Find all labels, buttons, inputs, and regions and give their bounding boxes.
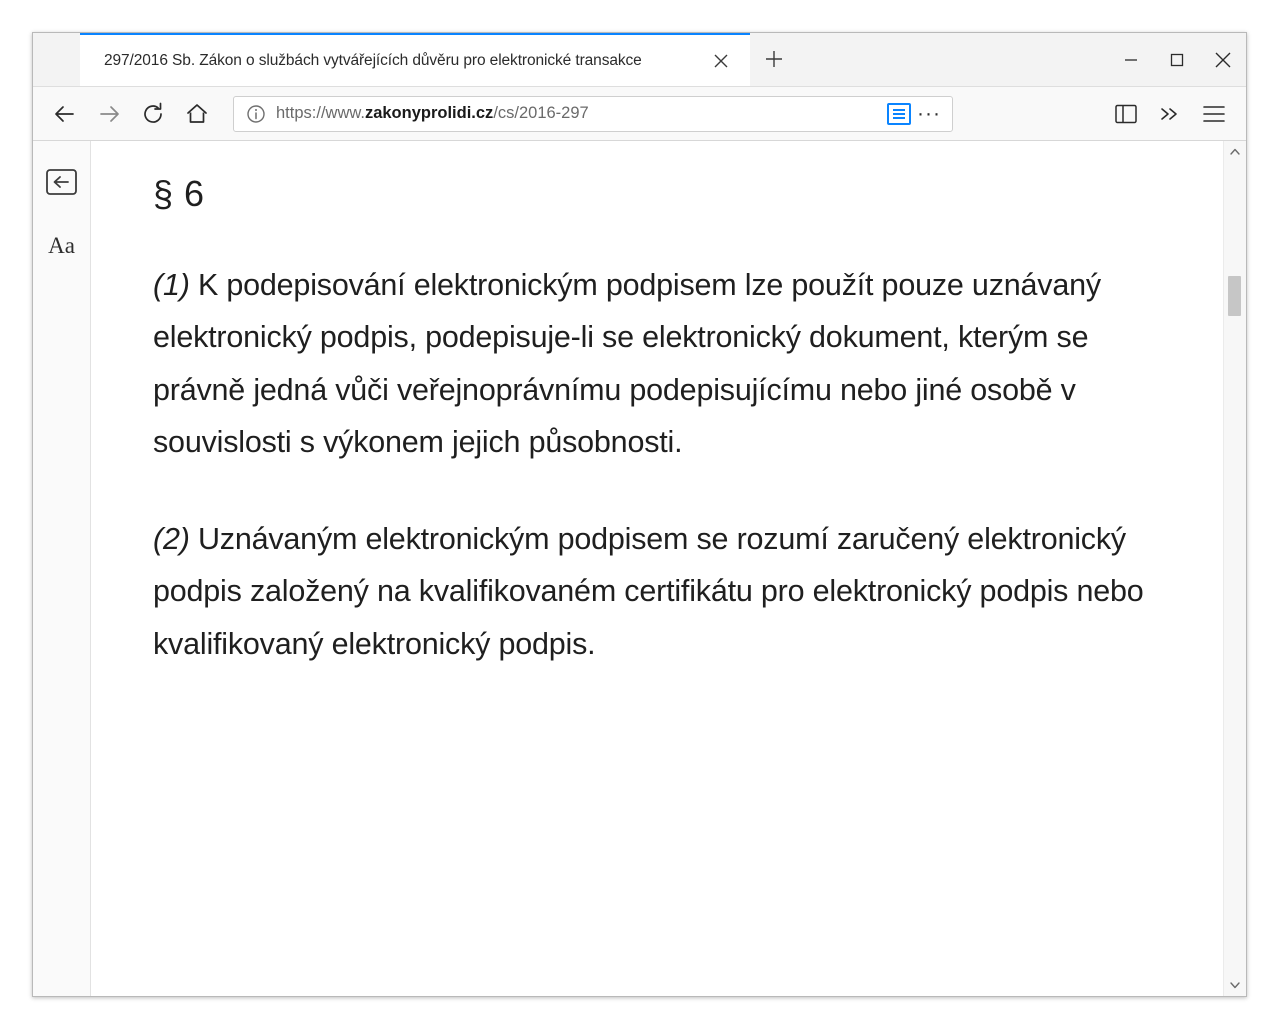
- article-paragraph: [153, 259, 1153, 469]
- close-reader-view-icon[interactable]: [40, 159, 84, 205]
- reader-view-icon[interactable]: [884, 101, 914, 127]
- site-info-icon[interactable]: [242, 102, 270, 126]
- paragraph-number: (1): [153, 268, 190, 302]
- tab-title: 297/2016 Sb. Zákon o službách vytvářejících důvěru pro elektronické transakce: [104, 51, 642, 69]
- close-window-icon[interactable]: [1200, 33, 1246, 87]
- scrollbar-thumb[interactable]: [1228, 276, 1241, 316]
- home-icon[interactable]: [175, 92, 219, 136]
- minimize-icon[interactable]: [1108, 33, 1154, 87]
- url-path: /cs/2016-297: [493, 104, 589, 122]
- toolbar-right-group: [1104, 92, 1236, 136]
- reader-sidebar: [33, 141, 91, 996]
- page-actions-label: ···: [917, 102, 941, 125]
- maximize-icon[interactable]: [1154, 33, 1200, 87]
- paragraph-text: K podepisování elektronickým podpisem lze použít pouze uznávaný elektronický podpis, podepisuje-li se elektronický dokument, kterým se právně jedná vůči veřejnoprávnímu podepisujícímu nebo jiné osobě v souvislosti s výkonem jejich působnosti.: [153, 268, 1101, 460]
- article-paragraph: [153, 513, 1153, 670]
- sidebar-icon[interactable]: [1104, 92, 1148, 136]
- address-bar[interactable]: [233, 96, 953, 132]
- window-controls: [1108, 33, 1246, 87]
- paragraph-text: Uznávaným elektronickým podpisem se rozumí zaručený elektronický podpis založený na kvalifikovaném certifikátu pro elektronický podpis nebo kvalifikovaný elektronický podpis.: [153, 521, 1144, 661]
- typography-icon[interactable]: [40, 223, 84, 269]
- back-icon[interactable]: [43, 92, 87, 136]
- page-actions-icon[interactable]: [914, 101, 944, 127]
- page-content: [33, 141, 1246, 996]
- url-text[interactable]: [270, 104, 884, 123]
- navigation-toolbar: [33, 87, 1246, 141]
- close-tab-icon[interactable]: [706, 46, 736, 76]
- scroll-up-icon[interactable]: [1224, 141, 1246, 163]
- paragraph-number: (2): [153, 521, 190, 556]
- section-heading: § 6: [153, 173, 205, 214]
- browser-window: [32, 32, 1247, 997]
- forward-icon[interactable]: [87, 92, 131, 136]
- url-scheme: https://www.: [276, 104, 365, 122]
- url-host: zakonyprolidi.cz: [364, 104, 494, 122]
- reload-icon[interactable]: [131, 92, 175, 136]
- typography-label: Aa: [48, 233, 75, 258]
- tab-strip: [33, 33, 1246, 87]
- browser-tab-active[interactable]: [80, 33, 750, 86]
- overflow-chevrons-icon[interactable]: [1148, 92, 1192, 136]
- article-body: [91, 141, 1223, 996]
- scroll-down-icon[interactable]: [1224, 974, 1246, 996]
- vertical-scrollbar[interactable]: [1223, 141, 1246, 996]
- menu-icon[interactable]: [1192, 92, 1236, 136]
- new-tab-button[interactable]: [750, 35, 798, 83]
